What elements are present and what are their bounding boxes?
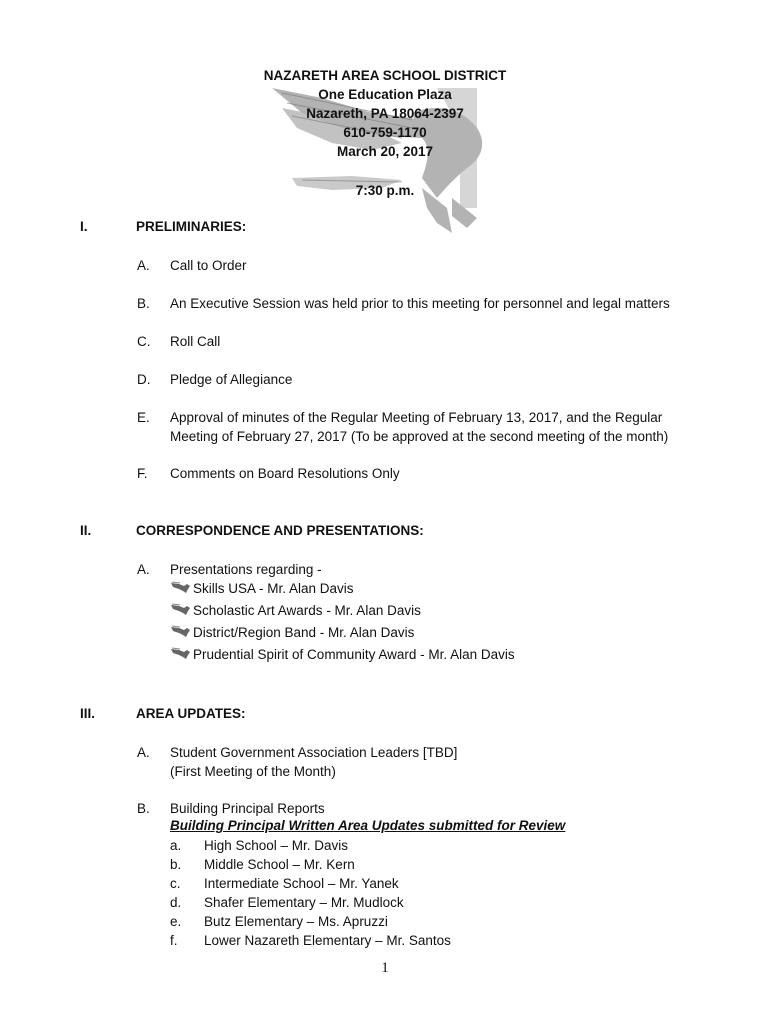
section-title: AREA UPDATES:: [136, 706, 246, 721]
district-address-line2: Nazareth, PA 18064-2397: [306, 106, 464, 121]
eagle-bullet-icon: [170, 624, 192, 639]
page-number: 1: [381, 960, 389, 976]
presentation-item: Skills USA - Mr. Alan Davis: [170, 579, 354, 599]
district-phone: 610-759-1170: [343, 125, 427, 140]
principal-report: e. Butz Elementary – Ms. Apruzzi: [170, 914, 388, 929]
agenda-item: B. Building Principal Reports: [137, 801, 325, 816]
section-preliminaries: [80, 219, 246, 234]
agenda-item: A. Presentations regarding -: [137, 562, 322, 577]
principal-report: a. High School – Mr. Davis: [170, 838, 349, 853]
presentation-item: District/Region Band - Mr. Alan Davis: [170, 623, 414, 643]
section-area-updates: [80, 706, 246, 721]
eagle-bullet-icon: [170, 580, 192, 595]
section-number: I.: [80, 219, 88, 234]
agenda-item: C. Roll Call: [137, 334, 221, 349]
district-header: [0, 66, 770, 200]
section-number: III.: [80, 706, 96, 721]
meeting-time: 7:30 p.m.: [355, 183, 415, 198]
section-number: II.: [80, 523, 92, 538]
principal-report: b. Middle School – Mr. Kern: [170, 857, 355, 872]
agenda-item: A. Student Government Association Leaders [TBD] (First Meeting of the Month): [137, 745, 458, 779]
eagle-bullet-icon: [170, 602, 192, 617]
principal-report: d. Shafer Elementary – Mr. Mudlock: [170, 895, 404, 910]
section-title: CORRESPONDENCE AND PRESENTATIONS:: [136, 523, 424, 538]
agenda-item: A. Call to Order: [137, 258, 247, 273]
principal-updates-heading: Building Principal Written Area Updates submitted for Review: [170, 818, 566, 833]
meeting-date: March 20, 2017: [336, 144, 434, 159]
district-address-line1: One Education Plaza: [318, 87, 452, 102]
principal-report: c. Intermediate School – Mr. Yanek: [170, 876, 399, 891]
eagle-bullet-icon: [170, 646, 192, 661]
agenda-item: E. Approval of minutes of the Regular Meeting of February 13, 2017, and the Regular Meeting of February 27, 2017 (To be approved at the second meeting of the month): [137, 410, 669, 444]
section-title: PRELIMINARIES:: [136, 219, 247, 234]
district-name: NAZARETH AREA SCHOOL DISTRICT: [263, 68, 507, 83]
agenda-item: B. An Executive Session was held prior to this meeting for personnel and legal matters: [137, 296, 670, 311]
presentation-item: Prudential Spirit of Community Award - Mr. Alan Davis: [170, 645, 515, 665]
section-correspondence: [80, 523, 424, 538]
agenda-item: D. Pledge of Allegiance: [137, 372, 293, 387]
principal-report: f. Lower Nazareth Elementary – Mr. Santos: [170, 933, 451, 948]
presentation-item: Scholastic Art Awards - Mr. Alan Davis: [170, 601, 421, 621]
agenda-item: F. Comments on Board Resolutions Only: [137, 466, 400, 481]
